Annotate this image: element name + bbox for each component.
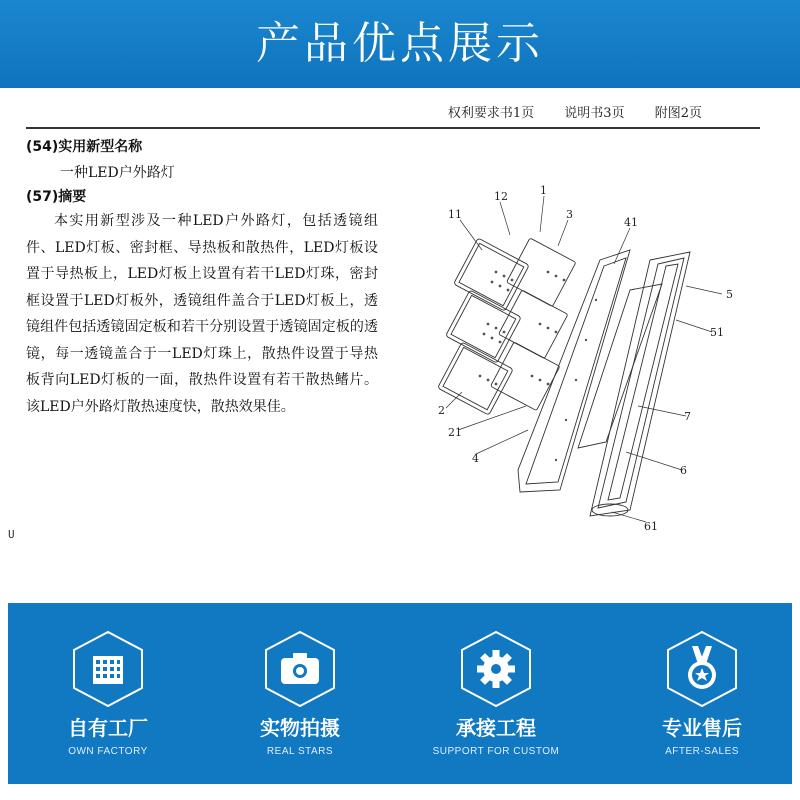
feature-subtitle: REAL STARS bbox=[266, 746, 334, 757]
gear-icon bbox=[459, 630, 533, 708]
abstract-text: 本实用新型涉及一种LED户外路灯，包括透镜组件、LED灯板、密封框、导热板和散热件，LED灯板设置于导热板上，LED灯板上设置有若干LED灯珠，密封框设置于LED灯板外，透镜组件盖合于LED灯板上，透镜组件包括透镜固定板和若干分别设置于透镜固定板的透镜，每一透镜盖合于一LED灯珠上，散热件设置于导热板背向LED灯板的一面，散热件设置有若干散热鳍片。该LED户外路灯散热速度快，散热效果佳。 bbox=[26, 213, 378, 415]
figure-label: 1 bbox=[540, 184, 547, 197]
header-rule bbox=[26, 127, 760, 129]
figure-label: 7 bbox=[684, 410, 691, 423]
figure-label: 6 bbox=[680, 464, 687, 477]
figure-label: 2 bbox=[438, 404, 445, 417]
abstract-heading: (57)摘要 bbox=[26, 189, 87, 205]
figure-label: 41 bbox=[624, 216, 638, 229]
medal-icon bbox=[665, 630, 739, 708]
claims-page-count: 权利要求书1页 bbox=[447, 106, 535, 121]
figure-label: 21 bbox=[448, 426, 462, 439]
heat-plate bbox=[518, 250, 630, 492]
feature-title: 承接工程 bbox=[456, 716, 536, 740]
led-board-mid bbox=[499, 290, 568, 359]
figure-label: 3 bbox=[566, 208, 573, 221]
camera-icon bbox=[263, 630, 337, 708]
feature-subtitle: SUPPORT FOR CUSTOM bbox=[432, 746, 560, 757]
figure-label: 51 bbox=[710, 326, 724, 339]
figure-label: 61 bbox=[644, 520, 658, 533]
figure-label: 4 bbox=[472, 452, 479, 465]
page-title: 产品优点展示 bbox=[256, 18, 544, 69]
patent-page-counts bbox=[432, 102, 702, 121]
utility-model-name: 一种LED户外路灯 bbox=[60, 165, 175, 181]
figure-label: 5 bbox=[726, 288, 733, 301]
header-banner bbox=[0, 0, 800, 88]
description-page-count: 说明书3页 bbox=[564, 106, 625, 121]
exploded-view-drawing bbox=[400, 180, 760, 540]
led-board-bottom bbox=[491, 342, 560, 411]
factory-icon bbox=[71, 630, 145, 708]
heat-sink-housing bbox=[590, 252, 690, 516]
figure-label: 11 bbox=[448, 208, 462, 221]
feature-subtitle: AFTER-SALES bbox=[665, 746, 739, 757]
utility-model-name-heading: (54)实用新型名称 bbox=[26, 139, 143, 155]
margin-mark: U bbox=[8, 528, 15, 541]
feature-title: 实物拍摄 bbox=[260, 716, 340, 740]
led-board-top bbox=[507, 238, 576, 307]
feature-title: 专业售后 bbox=[662, 716, 742, 740]
figure-label: 12 bbox=[494, 190, 508, 203]
feature-subtitle: OWN FACTORY bbox=[68, 746, 148, 757]
heat-sink-bracket bbox=[578, 284, 662, 448]
drawings-page-count: 附图2页 bbox=[654, 106, 702, 121]
feature-title: 自有工厂 bbox=[68, 716, 148, 740]
